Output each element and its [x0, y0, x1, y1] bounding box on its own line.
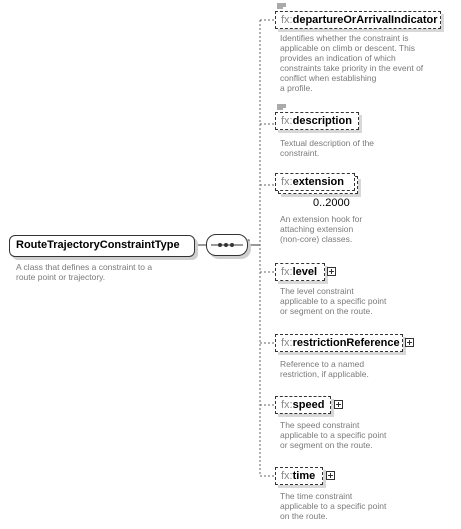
element-doc: The level constraint applicable to a specific point or segment on the route.	[280, 286, 387, 316]
main-type-doc: A class that defines a constraint to a route point or trajectory.	[16, 262, 153, 282]
element-doc-icon	[276, 104, 288, 112]
element-level[interactable]: fx:level	[275, 263, 325, 281]
sequence-icon	[207, 235, 247, 255]
element-restrictionReference[interactable]: fx:restrictionReference	[275, 334, 403, 352]
element-departureOrArrivalIndicator[interactable]: fx:departureOrArrivalIndicator	[275, 11, 441, 29]
element-doc: The time constraint applicable to a specific point on the route.	[280, 491, 387, 521]
element-doc: An extension hook for attaching extension (non-core) classes.	[280, 214, 363, 244]
expand-icon[interactable]	[334, 400, 343, 409]
occurrence-label: 0..2000	[313, 197, 350, 209]
element-doc-icon	[276, 3, 288, 11]
expand-icon[interactable]	[405, 338, 414, 347]
sequence-compositor[interactable]	[206, 234, 248, 256]
element-speed[interactable]: fx:speed	[275, 396, 331, 414]
element-time[interactable]: fx:time	[275, 467, 323, 485]
expand-icon[interactable]	[327, 267, 336, 276]
main-type-name: RouteTrajectoryConstraintType	[16, 239, 180, 251]
expand-icon[interactable]	[326, 471, 335, 480]
element-description[interactable]: fx:description	[275, 112, 359, 130]
element-doc: Reference to a named restriction, if applicable.	[280, 359, 369, 379]
element-doc: The speed constraint applicable to a specific point or segment on the route.	[280, 420, 387, 450]
element-extension[interactable]: fx:extension	[275, 173, 355, 191]
element-doc: Textual description of the constraint.	[280, 138, 375, 158]
branch-lines	[260, 20, 275, 476]
element-doc: Identifies whether the constraint is applicable on climb or descent. This provides an indication of which constraints take priority in the event of conflict when establishing a profile.	[280, 33, 424, 93]
main-type-box[interactable]	[9, 235, 195, 257]
